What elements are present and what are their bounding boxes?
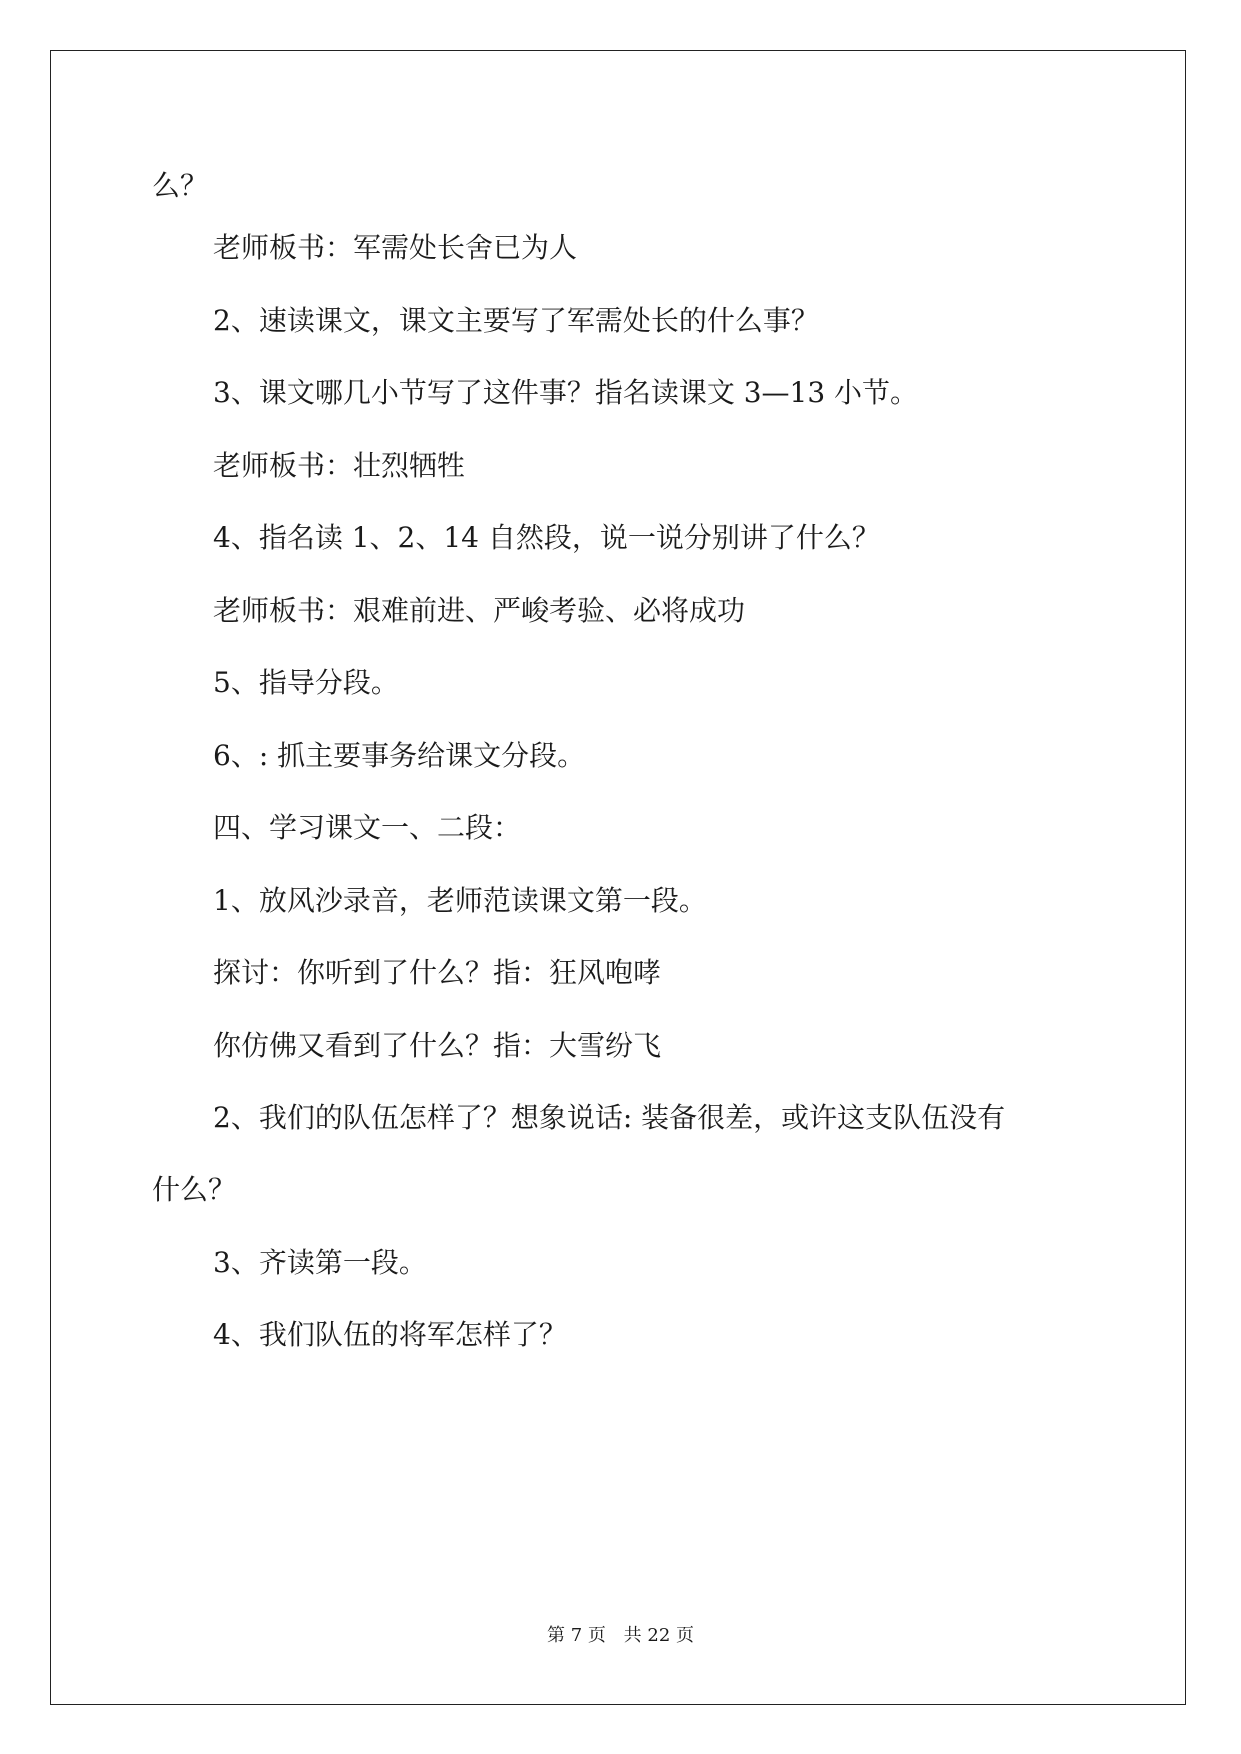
text-line: 探讨：你听到了什么？指：狂风咆哮 bbox=[213, 956, 662, 989]
text-line: 老师板书：壮烈牺牲 bbox=[213, 449, 466, 482]
text-line: 3、课文哪几小节写了这件事？指名读课文 3—13 小节。 bbox=[213, 376, 919, 409]
page-number: 第 7 页 bbox=[547, 1625, 606, 1646]
text-line: 6、: 抓主要事务给课文分段。 bbox=[213, 739, 586, 772]
text-line: 你仿佛又看到了什么？指：大雪纷飞 bbox=[213, 1029, 662, 1062]
text-line: 2、我们的队伍怎样了？想象说话: 装备很差，或许这支队伍没有 bbox=[213, 1101, 1006, 1134]
text-line: 四、学习课文一、二段： bbox=[213, 811, 522, 844]
text-line: 5、指导分段。 bbox=[213, 666, 399, 699]
text-line: 老师板书：艰难前进、严峻考验、必将成功 bbox=[213, 594, 746, 627]
text-line: 老师板书：军需处长舍已为人 bbox=[213, 231, 578, 264]
page-footer bbox=[0, 1625, 1241, 1647]
text-line: 3、齐读第一段。 bbox=[213, 1246, 427, 1279]
text-line: 1、放风沙录音，老师范读课文第一段。 bbox=[213, 884, 707, 917]
text-line: 2、速读课文，课文主要写了军需处长的什么事？ bbox=[213, 304, 819, 337]
text-line: 4、我们队伍的将军怎样了？ bbox=[213, 1318, 567, 1351]
text-line: 么？ bbox=[152, 169, 209, 202]
text-line: 什么？ bbox=[152, 1173, 237, 1206]
page-border bbox=[50, 50, 1186, 1705]
text-line: 4、指名读 1、2、14 自然段，说一说分别讲了什么？ bbox=[213, 521, 880, 554]
page-total: 共 22 页 bbox=[623, 1625, 694, 1646]
